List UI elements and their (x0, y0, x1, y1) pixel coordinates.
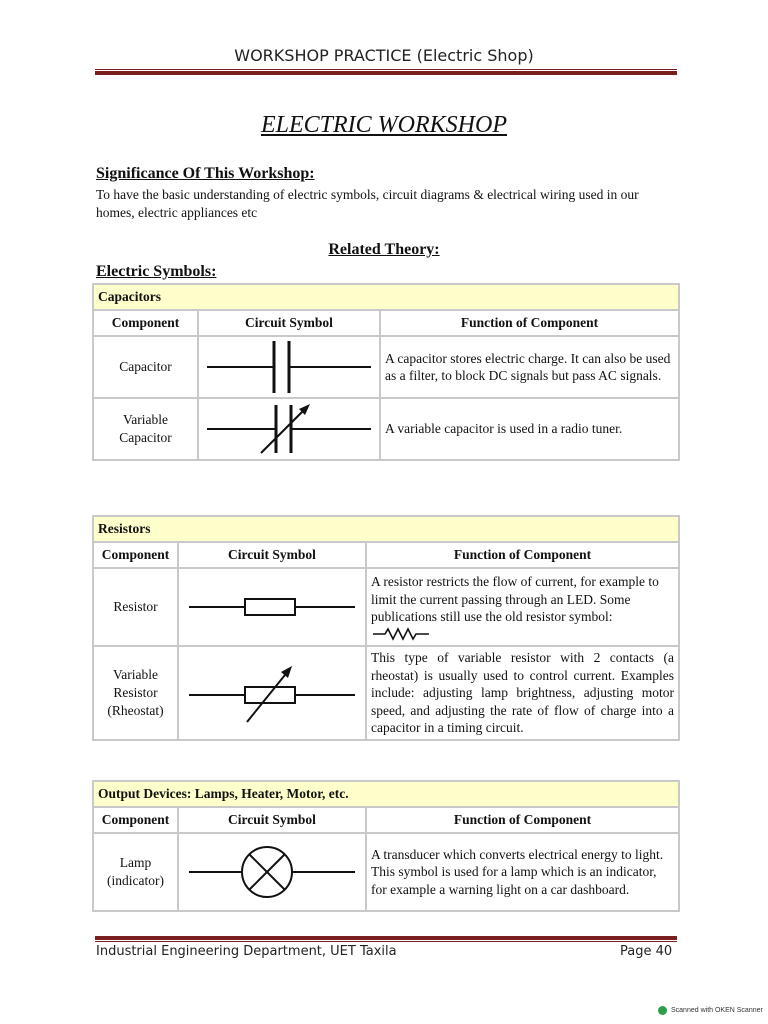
header-rule-thin (95, 69, 677, 70)
output-devices-table-title: Output Devices: Lamps, Heater, Motor, etc. (93, 781, 679, 807)
output-devices-table (92, 780, 680, 912)
capacitors-table (92, 283, 680, 461)
column-header-function: Function of Component (380, 310, 679, 336)
footer-rule-thick (95, 936, 677, 940)
column-header-circuit-symbol: Circuit Symbol (178, 807, 366, 833)
capacitor-symbol (198, 336, 380, 398)
component-function: This type of variable resistor with 2 contacts (a rheostat) is usually used to control current. Examples include: adjusting lamp brightness, adjusting motor speed, and adjusting the rate of flow of charge into a capacitor in a timing circuit. (366, 646, 679, 740)
column-header-function: Function of Component (366, 542, 679, 568)
rheostat-symbol (178, 646, 366, 740)
resistors-table-title: Resistors (93, 516, 679, 542)
column-header-circuit-symbol: Circuit Symbol (198, 310, 380, 336)
capacitors-table-title: Capacitors (93, 284, 679, 310)
component-name: Resistor (93, 568, 178, 646)
old-resistor-symbol (371, 627, 431, 641)
footer-department: Industrial Engineering Department, UET Taxila (96, 944, 397, 959)
main-title: ELECTRIC WORKSHOP (261, 112, 507, 138)
header-rule-thick (95, 71, 677, 75)
component-function: A variable capacitor is used in a radio tuner. (380, 398, 679, 460)
significance-text: To have the basic understanding of electric symbols, circuit diagrams & electrical wiring used in our homes, electric appliances etc (96, 187, 639, 220)
component-function: A transducer which converts electrical energy to light. This symbol is used for a lamp which is an indicator, for example a warning light on a car dashboard. (366, 833, 679, 911)
scanner-watermark-text: Scanned with OKEN Scanner (671, 1007, 763, 1014)
significance-heading: Significance Of This Workshop: (96, 165, 315, 182)
related-theory-heading: Related Theory: (328, 241, 440, 258)
column-header-component: Component (93, 542, 178, 568)
component-function: A capacitor stores electric charge. It can also be used as a filter, to block DC signals but pass AC signals. (380, 336, 679, 398)
lamp-symbol (178, 833, 366, 911)
electric-symbols-heading: Electric Symbols: (96, 263, 217, 280)
footer-rule-thin (95, 941, 677, 942)
column-header-function: Function of Component (366, 807, 679, 833)
scanner-watermark (658, 1006, 763, 1015)
variable-capacitor-symbol (198, 398, 380, 460)
footer-page-number: Page 40 (620, 944, 673, 959)
component-name: Variable Resistor (Rheostat) (93, 646, 178, 740)
scanner-logo-icon (658, 1006, 667, 1015)
column-header-component: Component (93, 310, 198, 336)
component-name: Variable Capacitor (93, 398, 198, 460)
column-header-circuit-symbol: Circuit Symbol (178, 542, 366, 568)
resistor-function-text: A resistor restricts the flow of current, for example to limit the current passing through an LED. Some publications still use the old resistor symbol: (371, 574, 659, 625)
component-name: Capacitor (93, 336, 198, 398)
resistor-symbol (178, 568, 366, 646)
component-function (366, 568, 679, 646)
column-header-component: Component (93, 807, 178, 833)
page-header-title: WORKSHOP PRACTICE (Electric Shop) (234, 46, 534, 65)
resistors-table (92, 515, 680, 741)
component-name: Lamp (indicator) (93, 833, 178, 911)
